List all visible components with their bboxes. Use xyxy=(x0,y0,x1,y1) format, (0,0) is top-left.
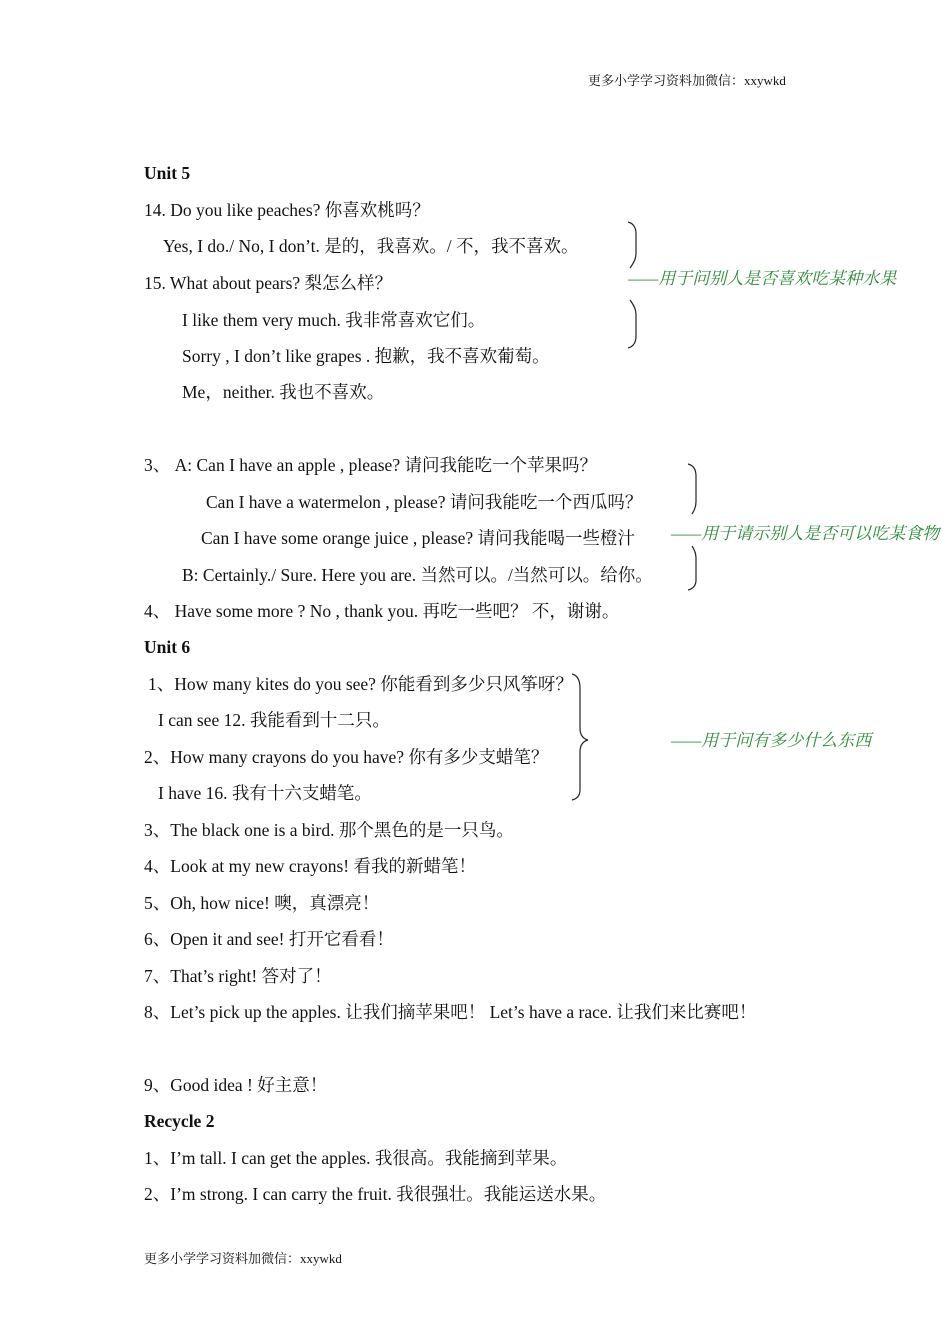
page-footer: 更多小学学习资料加微信：xxywkd xyxy=(144,1251,342,1266)
unit5-line-3a: 3、 A: Can I have an apple , please? 请问我能吃一个苹果吗？ xyxy=(144,455,597,475)
unit5-line-orange-juice: Can I have some orange juice , please? 请问我能喝一些橙汁 xyxy=(201,528,635,548)
unit5-line-answer: Yes, I do./ No, I don’t. 是的，我喜欢。/ 不，我不喜欢。 xyxy=(163,236,579,256)
unit5-line-14: 14. Do you like peaches? 你喜欢桃吗？ xyxy=(144,200,430,220)
unit5-line-15: 15. What about pears? 梨怎么样？ xyxy=(144,273,393,293)
unit6-line-2: 2、How many crayons do you have? 你有多少支蜡笔？ xyxy=(144,747,549,767)
unit6-line-see12: I can see 12. 我能看到十二只。 xyxy=(158,710,390,730)
brace-quantity-bracket xyxy=(570,672,592,804)
unit5-line-4: 4、 Have some more ? No , thank you. 再吃一些吧？ 不，谢谢。 xyxy=(144,601,620,621)
unit5-line-like-them: I like them very much. 我非常喜欢它们。 xyxy=(182,310,486,330)
note-quantity: ——用于问有多少什么东西 xyxy=(671,731,872,750)
unit5-line-me-neither: Me，neither. 我也不喜欢。 xyxy=(182,382,385,402)
unit6-line-have16: I have 16. 我有十六支蜡笔。 xyxy=(158,783,372,803)
unit5-line-certainly: B: Certainly./ Sure. Here you are. 当然可以。/当然可以。给你。 xyxy=(182,565,653,585)
unit5-line-sorry: Sorry , I don’t like grapes . 抱歉，我不喜欢葡萄。 xyxy=(182,346,550,366)
unit6-heading: Unit 6 xyxy=(144,637,191,657)
unit6-line-5: 5、Oh, how nice! 噢，真漂亮！ xyxy=(144,893,380,913)
note-fruit: ——用于问别人是否喜欢吃某种水果 xyxy=(628,269,897,288)
unit6-line-1: 1、How many kites do you see? 你能看到多少只风筝呀？ xyxy=(148,674,573,694)
unit5-line-watermelon: Can I have a watermelon , please? 请问我能吃一个西瓜吗？ xyxy=(206,492,643,512)
recycle2-heading: Recycle 2 xyxy=(144,1111,215,1131)
unit6-line-6: 6、Open it and see! 打开它看看！ xyxy=(144,929,394,949)
unit6-line-9: 9、Good idea ! 好主意！ xyxy=(144,1075,328,1095)
page-header: 更多小学学习资料加微信：xxywkd xyxy=(588,73,786,88)
unit6-line-8: 8、Let’s pick up the apples. 让我们摘苹果吧！ Let’s have a race. 让我们来比赛吧！ xyxy=(144,1002,757,1022)
unit5-heading: Unit 5 xyxy=(144,163,191,183)
unit6-line-4: 4、Look at my new crayons! 看我的新蜡笔！ xyxy=(144,856,476,876)
recycle2-line-2: 2、I’m strong. I can carry the fruit. 我很强壮。我能运送水果。 xyxy=(144,1184,607,1204)
unit6-line-3: 3、The black one is a bird. 那个黑色的是一只鸟。 xyxy=(144,820,514,840)
unit6-line-7: 7、That’s right! 答对了！ xyxy=(144,966,332,986)
recycle2-line-1: 1、I’m tall. I can get the apples. 我很高。我能摘到苹果。 xyxy=(144,1148,568,1168)
note-food: ——用于请示别人是否可以吃某食物 xyxy=(671,524,940,543)
